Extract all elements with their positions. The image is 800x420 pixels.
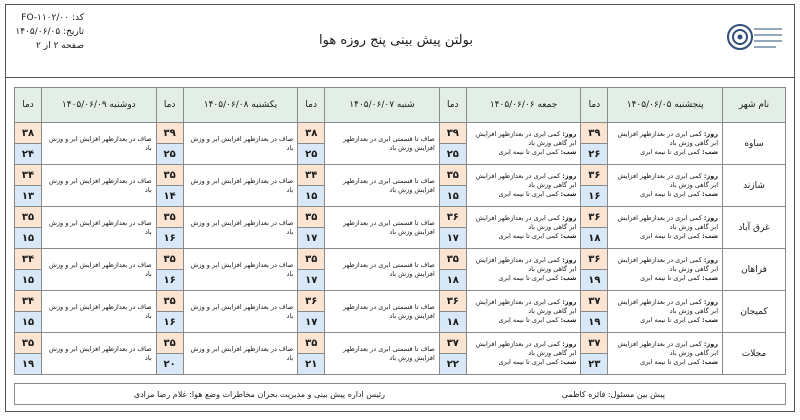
night-label: شب: bbox=[702, 274, 718, 282]
city-name: شازند bbox=[723, 165, 786, 207]
day-label: روز: bbox=[703, 340, 718, 348]
max-temp: ۳۹ bbox=[581, 123, 608, 144]
day-forecast: صاف تا قسمتی ابری در بعدازظهر افزایش وزش باد bbox=[343, 260, 435, 278]
night-forecast: کمی ابری تا نیمه ابری bbox=[640, 232, 701, 240]
max-temp: ۳۷ bbox=[439, 333, 466, 354]
night-label: شب: bbox=[702, 316, 718, 324]
max-temp: ۳۵ bbox=[439, 249, 466, 270]
min-temp: ۱۵ bbox=[298, 186, 325, 207]
day-forecast: صاف در بعدازظهر افزایش ابر و وزش باد bbox=[190, 218, 294, 236]
day-forecast: صاف در بعدازظهر افزایش ابر و وزش باد bbox=[190, 260, 294, 278]
min-temp: ۲۰ bbox=[156, 354, 183, 375]
min-temp: ۲۴ bbox=[15, 144, 42, 165]
night-forecast: کمی ابری تا نیمه ابری bbox=[640, 274, 701, 282]
day-label: روز: bbox=[562, 130, 577, 138]
header bbox=[6, 5, 794, 78]
min-temp: ۱۵ bbox=[15, 228, 42, 249]
day-label: روز: bbox=[562, 340, 577, 348]
max-temp: ۳۶ bbox=[439, 207, 466, 228]
night-label: شب: bbox=[560, 190, 577, 198]
forecaster-signature: پیش بین مسئول: فائزه کاظمی bbox=[561, 390, 665, 399]
max-temp: ۳۶ bbox=[439, 291, 466, 312]
min-temp: ۲۱ bbox=[298, 354, 325, 375]
forecast-text bbox=[608, 333, 723, 375]
min-temp: ۱۶ bbox=[156, 228, 183, 249]
forecast-text bbox=[42, 165, 157, 207]
night-forecast: کمی ابری تا نیمه ابری bbox=[498, 358, 559, 366]
day-forecast: کمی ابری در بعدازظهر افزایش ابر گاهی وزش باد bbox=[475, 130, 577, 147]
forecast-text bbox=[183, 207, 298, 249]
forecast-text bbox=[466, 333, 581, 375]
night-forecast: کمی ابری تا نیمه ابری bbox=[498, 274, 559, 282]
day-header: یکشنبه ۱۴۰۵/۰۶/۰۸ bbox=[183, 88, 298, 123]
day-forecast: صاف تا قسمتی ابری در بعدازظهر افزایش وزش باد bbox=[343, 302, 435, 320]
forecast-text bbox=[42, 249, 157, 291]
temp-header: دما bbox=[581, 88, 608, 123]
min-temp: ۱۹ bbox=[581, 270, 608, 291]
min-temp: ۱۷ bbox=[298, 270, 325, 291]
min-temp: ۲۵ bbox=[156, 144, 183, 165]
forecast-text bbox=[608, 291, 723, 333]
forecast-text bbox=[466, 249, 581, 291]
max-temp: ۳۹ bbox=[156, 123, 183, 144]
day-forecast: کمی ابری در بعدازظهر افزایش ابر گاهی وزش باد bbox=[475, 256, 577, 273]
forecast-text bbox=[183, 249, 298, 291]
max-temp: ۳۶ bbox=[581, 207, 608, 228]
max-temp: ۳۶ bbox=[581, 249, 608, 270]
night-forecast: کمی ابری تا نیمه ابری bbox=[498, 190, 559, 198]
forecast-text bbox=[466, 207, 581, 249]
forecast-text bbox=[466, 123, 581, 165]
day-forecast: صاف تا قسمتی ابری در بعدازظهر افزایش وزش باد bbox=[343, 344, 435, 362]
min-temp: ۱۹ bbox=[15, 354, 42, 375]
forecast-text bbox=[466, 291, 581, 333]
day-forecast: صاف در بعدازظهر افزایش ابر و وزش باد bbox=[48, 344, 152, 362]
min-temp: ۱۸ bbox=[581, 228, 608, 249]
day-forecast: کمی ابری در بعدازظهر افزایش ابر گاهی وزش باد bbox=[617, 256, 718, 273]
date-value: ۱۴۰۵/۰۶/۰۵ bbox=[15, 27, 61, 37]
forecast-text bbox=[325, 333, 440, 375]
min-temp: ۱۷ bbox=[439, 228, 466, 249]
max-temp: ۳۵ bbox=[439, 165, 466, 186]
day-forecast: صاف در بعدازظهر افزایش ابر و وزش باد bbox=[190, 176, 294, 194]
forecast-table bbox=[14, 87, 786, 375]
min-temp: ۱۶ bbox=[581, 186, 608, 207]
night-forecast: کمی ابری تا نیمه ابری bbox=[640, 358, 701, 366]
max-temp: ۳۴ bbox=[298, 165, 325, 186]
min-temp: ۲۵ bbox=[439, 144, 466, 165]
min-temp: ۱۹ bbox=[581, 312, 608, 333]
forecast-text bbox=[42, 123, 157, 165]
night-forecast: کمی ابری تا نیمه ابری bbox=[498, 316, 559, 324]
max-temp: ۳۵ bbox=[298, 249, 325, 270]
max-temp: ۳۵ bbox=[156, 207, 183, 228]
max-temp: ۳۵ bbox=[156, 291, 183, 312]
day-label: روز: bbox=[562, 214, 577, 222]
page-number: صفحه ۲ از ۲ bbox=[36, 41, 84, 51]
forecast-text bbox=[183, 123, 298, 165]
table-row bbox=[15, 333, 786, 354]
table-row bbox=[15, 291, 786, 312]
max-temp: ۳۷ bbox=[581, 333, 608, 354]
date-label: تاریخ: bbox=[63, 27, 84, 37]
night-forecast: کمی ابری تا نیمه ابری bbox=[640, 316, 701, 324]
forecast-text bbox=[325, 165, 440, 207]
max-temp: ۳۵ bbox=[156, 333, 183, 354]
forecast-text bbox=[183, 333, 298, 375]
max-temp: ۳۵ bbox=[298, 207, 325, 228]
night-label: شب: bbox=[702, 148, 718, 156]
max-temp: ۳۵ bbox=[15, 333, 42, 354]
min-temp: ۱۶ bbox=[156, 312, 183, 333]
max-temp: ۳۶ bbox=[581, 165, 608, 186]
forecast-text bbox=[42, 207, 157, 249]
table-row bbox=[15, 123, 786, 144]
day-label: روز: bbox=[562, 298, 577, 306]
max-temp: ۳۴ bbox=[15, 165, 42, 186]
day-header: پنجشنبه ۱۴۰۵/۰۶/۰۵ bbox=[608, 88, 723, 123]
min-temp: ۲۳ bbox=[581, 354, 608, 375]
min-temp: ۱۷ bbox=[298, 312, 325, 333]
forecast-text bbox=[183, 165, 298, 207]
forecast-text bbox=[608, 249, 723, 291]
day-forecast: صاف در بعدازظهر افزایش ابر و وزش باد bbox=[48, 218, 152, 236]
night-label: شب: bbox=[560, 274, 577, 282]
night-forecast: کمی ابری تا نیمه ابری bbox=[640, 148, 701, 156]
day-forecast: کمی ابری در بعدازظهر افزایش ابر گاهی وزش باد bbox=[475, 298, 577, 315]
min-temp: ۱۸ bbox=[439, 270, 466, 291]
page-title: بولتن پیش بینی پنج روزه هوا bbox=[319, 33, 473, 48]
max-temp: ۳۸ bbox=[15, 123, 42, 144]
day-forecast: کمی ابری در بعدازظهر افزایش ابر گاهی وزش باد bbox=[475, 340, 577, 357]
temp-header: دما bbox=[298, 88, 325, 123]
day-label: روز: bbox=[703, 256, 718, 264]
forecast-text bbox=[183, 291, 298, 333]
forecast-text bbox=[42, 333, 157, 375]
night-forecast: کمی ابری تا نیمه ابری bbox=[640, 190, 701, 198]
day-label: روز: bbox=[703, 130, 718, 138]
forecast-text bbox=[325, 249, 440, 291]
max-temp: ۳۸ bbox=[298, 123, 325, 144]
city-name: محلات bbox=[723, 333, 786, 375]
org-logo bbox=[726, 15, 784, 67]
night-forecast: کمی ابری تا نیمه ابری bbox=[498, 148, 559, 156]
day-header: شنبه ۱۴۰۵/۰۶/۰۷ bbox=[325, 88, 440, 123]
min-temp: ۱۵ bbox=[439, 186, 466, 207]
night-label: شب: bbox=[560, 148, 577, 156]
min-temp: ۱۳ bbox=[15, 186, 42, 207]
code-label: کد: bbox=[71, 13, 84, 23]
day-forecast: کمی ابری در بعدازظهر افزایش ابر گاهی وزش باد bbox=[617, 340, 718, 357]
night-label: شب: bbox=[702, 190, 718, 198]
bulletin-page bbox=[5, 4, 795, 412]
night-label: شب: bbox=[560, 232, 577, 240]
day-forecast: کمی ابری در بعدازظهر افزایش ابر گاهی وزش باد bbox=[617, 214, 718, 231]
table-row bbox=[15, 207, 786, 228]
forecast-text bbox=[466, 165, 581, 207]
min-temp: ۱۷ bbox=[298, 228, 325, 249]
city-header: نام شهر bbox=[723, 88, 786, 123]
day-forecast: کمی ابری در بعدازظهر افزایش ابر گاهی وزش باد bbox=[475, 214, 577, 231]
night-label: شب: bbox=[702, 232, 718, 240]
night-label: شب: bbox=[560, 316, 577, 324]
city-name: غرق آباد bbox=[723, 207, 786, 249]
min-temp: ۲۲ bbox=[439, 354, 466, 375]
day-forecast: صاف در بعدازظهر افزایش ابر و وزش باد bbox=[48, 260, 152, 278]
max-temp: ۳۵ bbox=[156, 249, 183, 270]
day-label: روز: bbox=[703, 172, 718, 180]
forecast-text bbox=[325, 291, 440, 333]
day-header: دوشنبه ۱۴۰۵/۰۶/۰۹ bbox=[42, 88, 157, 123]
forecast-text bbox=[608, 123, 723, 165]
head-signature: رئیس اداره پیش بینی و مدیریت بحران مخاطرات وضع هوا: غلام رضا مرادی bbox=[133, 390, 385, 399]
table-row bbox=[15, 249, 786, 270]
forecast-text bbox=[608, 207, 723, 249]
forecast-text bbox=[608, 165, 723, 207]
min-temp: ۲۵ bbox=[298, 144, 325, 165]
night-label: شب: bbox=[560, 358, 577, 366]
table-header-row bbox=[15, 88, 786, 123]
max-temp: ۳۵ bbox=[15, 207, 42, 228]
day-header: جمعه ۱۴۰۵/۰۶/۰۶ bbox=[466, 88, 581, 123]
max-temp: ۳۹ bbox=[439, 123, 466, 144]
day-forecast: کمی ابری در بعدازظهر افزایش ابر گاهی وزش باد bbox=[617, 130, 718, 147]
day-forecast: کمی ابری در بعدازظهر افزایش ابر گاهی وزش باد bbox=[475, 172, 577, 189]
city-name: فراهان bbox=[723, 249, 786, 291]
temp-header: دما bbox=[156, 88, 183, 123]
min-temp: ۱۸ bbox=[439, 312, 466, 333]
day-forecast: صاف تا قسمتی ابری در بعدازظهر افزایش وزش باد bbox=[343, 134, 435, 152]
max-temp: ۳۴ bbox=[15, 249, 42, 270]
max-temp: ۳۵ bbox=[298, 333, 325, 354]
day-forecast: صاف در بعدازظهر افزایش ابر و وزش باد bbox=[190, 302, 294, 320]
day-forecast: صاف در بعدازظهر افزایش ابر و وزش باد bbox=[48, 134, 152, 152]
day-label: روز: bbox=[562, 256, 577, 264]
night-label: شب: bbox=[702, 358, 718, 366]
min-temp: ۱۵ bbox=[15, 270, 42, 291]
day-forecast: صاف در بعدازظهر افزایش ابر و وزش باد bbox=[48, 176, 152, 194]
footer bbox=[14, 383, 786, 405]
max-temp: ۳۶ bbox=[298, 291, 325, 312]
min-temp: ۱۴ bbox=[156, 186, 183, 207]
day-forecast: کمی ابری در بعدازظهر افزایش ابر گاهی وزش باد bbox=[617, 172, 718, 189]
day-forecast: صاف در بعدازظهر افزایش ابر و وزش باد bbox=[48, 302, 152, 320]
min-temp: ۱۶ bbox=[156, 270, 183, 291]
city-name: ساوه bbox=[723, 123, 786, 165]
max-temp: ۳۵ bbox=[156, 165, 183, 186]
day-label: روز: bbox=[562, 172, 577, 180]
org-logo-icon bbox=[726, 15, 784, 67]
day-forecast: صاف تا قسمتی ابری در بعدازظهر افزایش وزش باد bbox=[343, 218, 435, 236]
table-row bbox=[15, 165, 786, 186]
night-forecast: کمی ابری تا نیمه ابری bbox=[498, 232, 559, 240]
min-temp: ۲۶ bbox=[581, 144, 608, 165]
temp-header: دما bbox=[15, 88, 42, 123]
doc-info bbox=[14, 11, 84, 71]
day-forecast: صاف در بعدازظهر افزایش ابر و وزش باد bbox=[190, 134, 294, 152]
code-value: FO-۱۱۰۲/۰۰ bbox=[21, 13, 70, 23]
temp-header: دما bbox=[439, 88, 466, 123]
day-label: روز: bbox=[703, 298, 718, 306]
day-forecast: صاف در بعدازظهر افزایش ابر و وزش باد bbox=[190, 344, 294, 362]
forecast-text bbox=[42, 291, 157, 333]
forecast-text bbox=[325, 123, 440, 165]
day-forecast: صاف تا قسمتی ابری در بعدازظهر افزایش وزش باد bbox=[343, 176, 435, 194]
forecast-text bbox=[325, 207, 440, 249]
day-label: روز: bbox=[703, 214, 718, 222]
city-name: کمیجان bbox=[723, 291, 786, 333]
day-forecast: کمی ابری در بعدازظهر افزایش ابر گاهی وزش باد bbox=[617, 298, 718, 315]
min-temp: ۱۵ bbox=[15, 312, 42, 333]
max-temp: ۳۴ bbox=[15, 291, 42, 312]
max-temp: ۳۷ bbox=[581, 291, 608, 312]
